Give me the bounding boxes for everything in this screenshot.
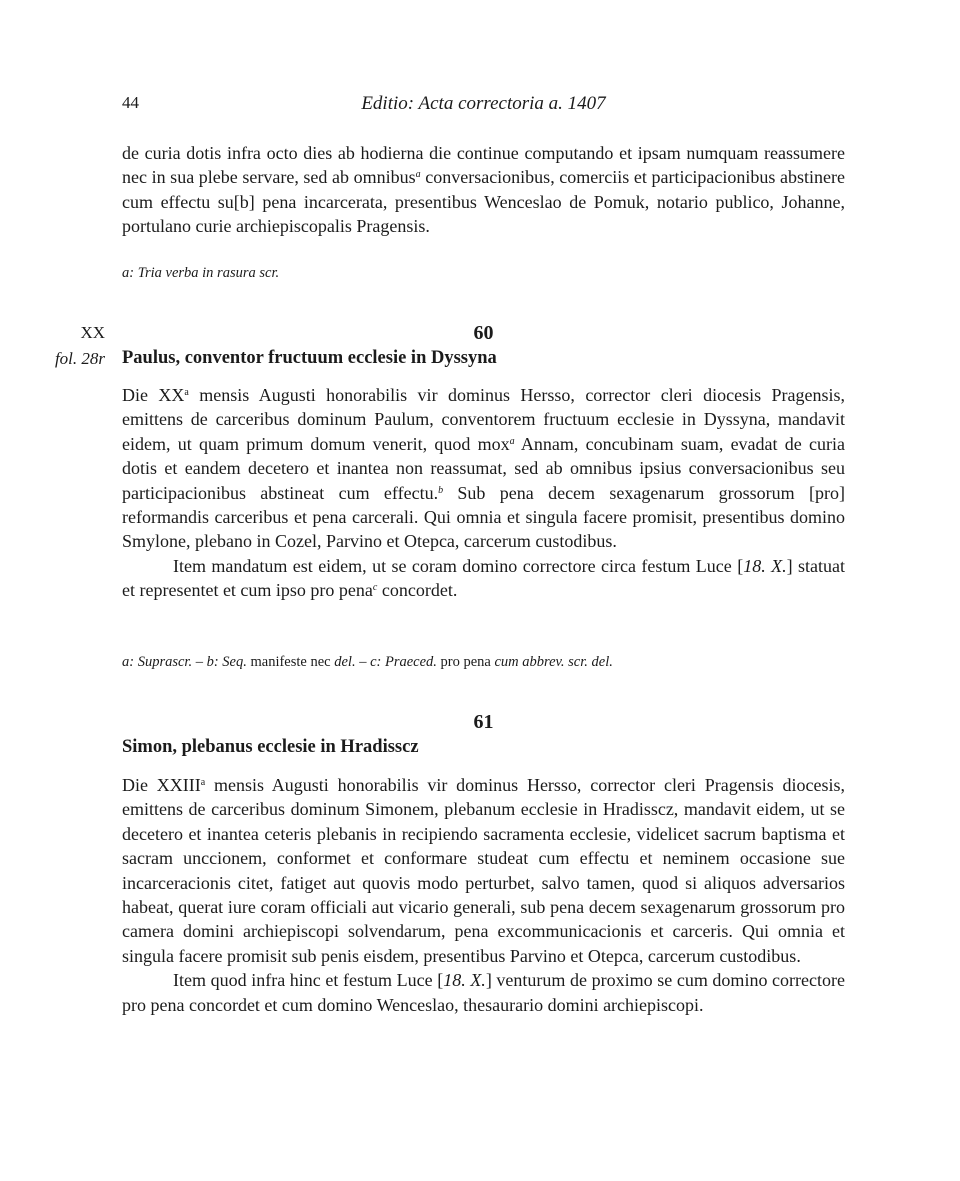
footnote-marker: a [509, 435, 515, 447]
entry-number: 60 [473, 322, 494, 344]
paragraph: Item quod infra hinc et festum Luce [18. X.] venturum de proximo se cum domino correctore pro pena concordet et cum domino Wenceslao, thesaurario domini archiepiscopi. [122, 970, 845, 1015]
paragraph: Die $XX^a$ mensis Augusti honorabilis vir dominus Hersso, corrector cleri diocesis Pragensis, emittens de carceribus dominum Paulum, conventorem fructuum ecclesie in Dyssyna, mandavit eidem, ut quam primum domum venerit, quod mox$^a$ Annam, concubinam suam, evadat de curia dotis et eandem decetero et inantea non reassumat, sed ab omnibus ipsius conversacionibus seu participacionibus abstineat cum effectu.$^b$ Sub pena decem sexagenarum grossorum [pro] reformandis carceribus et pena carcerali. Qui omnia et singula facere promisit, presentibus domino Smylone, plebano in Cozel, Parvino et Otepca, carcerum custodibus. [122, 385, 845, 552]
entry-text [122, 383, 845, 603]
margin-day-note: XX [80, 323, 105, 342]
paragraph: Item mandatum est eidem, ut se coram domino correctore circa festum Luce [18. X.] statuat et representet et cum ipso pro pena$^c$ concordet. [122, 555, 845, 601]
margin-folio-note: fol. 28r [54, 349, 105, 368]
page-header [122, 93, 845, 115]
entry-heading: Simon, plebanus ecclesie in Hradisscz [122, 737, 419, 757]
footnote-marker: c [372, 582, 378, 594]
entry-text [122, 773, 845, 1017]
page-number: 44 [122, 93, 139, 112]
running-title: Editio: Acta correctoria a. 1407 [361, 93, 606, 114]
footnote: a: Tria verba in rasura scr. [122, 265, 280, 281]
entry-continuation-text [122, 141, 845, 239]
entry-heading: Paulus, conventor fructuum ecclesie in Dyssyna [122, 348, 497, 368]
footnote-marker: b [438, 484, 444, 496]
footnote-marker: a [415, 169, 421, 181]
entry-number: 61 [473, 711, 494, 733]
footnote: a: Suprascr. – b: Seq. manifeste nec del. – c: Praeced. pro pena cum abbrev. scr. del. [122, 654, 613, 670]
paragraph: Die XXIII$^a$ mensis Augusti honorabilis vir dominus Hersso, corrector cleri Pragensis diocesis, emittens de carceribus dominum Simonem, plebanum ecclesie in Hradisscz, mandavit eidem, ut se decetero et inantea ceteris plebanis in recipiendo sacramenta ecclesie, videlicet sacrum baptisma et sacram unccionem, conformet et conformare studeat cum effectu et neminem occasione sue incarceracionis citet, fatiget aut quovis modo perturbet, salvo tamen, quod si aliquos adversarios habeat, querat iure coram officiali aut vicario generali, sub pena decem sexagenarum grossorum pro camera domini archiepiscopi solvendarum, pena excommunicacionis et carceris. Qui omnia et singula facere promisit sub penis eisdem, presentibus Parvino et Otepca, carcerum custodibus. [122, 775, 845, 966]
paragraph: de curia dotis infra octo dies ab hodierna die continue computando et ipsam numquam reassumere nec in sua plebe servare, sed ab omnibus$^a$ conversacionibus, comerciis et participacionibus abstinere cum effectu su[b] pena incarcerata, presentibus Wenceslao de Pomuk, notario publico, Johanne, portulano curie archiepiscopalis Pragensis. [122, 143, 845, 237]
